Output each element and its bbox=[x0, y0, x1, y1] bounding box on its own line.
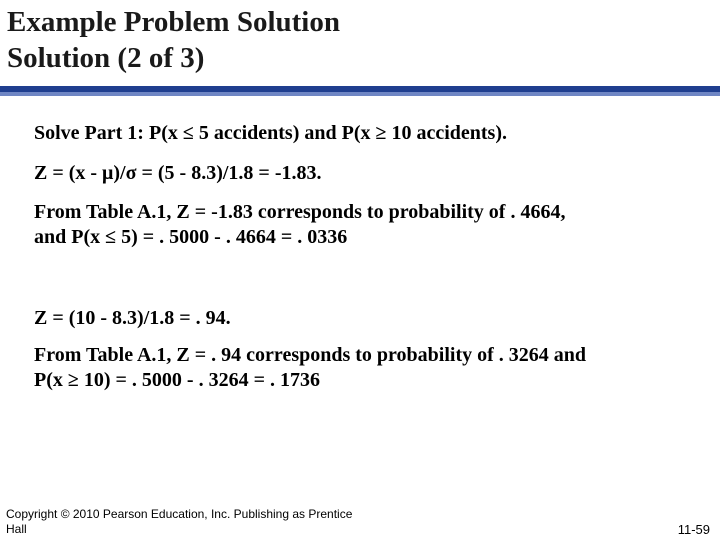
copyright-line-1: Copyright © 2010 Pearson Education, Inc. Publishing as Prentice bbox=[6, 507, 353, 521]
solve-part-text bbox=[34, 121, 704, 146]
solve-part-line: Solve Part 1: P(x ≤ 5 accidents) and P(x ≥ 10 accidents). bbox=[34, 122, 507, 144]
table-lookup-2-line2: P(x ≥ 10) = . 5000 - . 3264 = . 1736 bbox=[34, 369, 320, 391]
table-lookup-2-line1: From Table A.1, Z = . 94 corresponds to probability of . 3264 and bbox=[34, 344, 587, 366]
title-line-1: Example Problem Solution bbox=[7, 6, 340, 38]
z-formula-2 bbox=[34, 306, 704, 331]
slide-title bbox=[7, 4, 707, 76]
copyright-line-2: Hall bbox=[6, 522, 27, 536]
table-lookup-2 bbox=[34, 343, 704, 393]
table-lookup-1-line2: and P(x ≤ 5) = . 5000 - . 4664 = . 0336 bbox=[34, 226, 348, 248]
page-number: 11-59 bbox=[677, 522, 710, 537]
z-formula-2-line: Z = (10 - 8.3)/1.8 = . 94. bbox=[34, 307, 231, 329]
table-lookup-1 bbox=[34, 200, 704, 250]
title-line-2: Solution (2 of 3) bbox=[7, 42, 205, 74]
z-formula-1-line: Z = (x - μ)/σ = (5 - 8.3)/1.8 = -1.83. bbox=[34, 162, 322, 184]
z-formula-1 bbox=[34, 161, 704, 186]
table-lookup-1-line1: From Table A.1, Z = -1.83 corresponds to probability of . 4664, bbox=[34, 201, 566, 223]
copyright-notice bbox=[6, 507, 366, 537]
title-divider-light bbox=[0, 92, 720, 96]
